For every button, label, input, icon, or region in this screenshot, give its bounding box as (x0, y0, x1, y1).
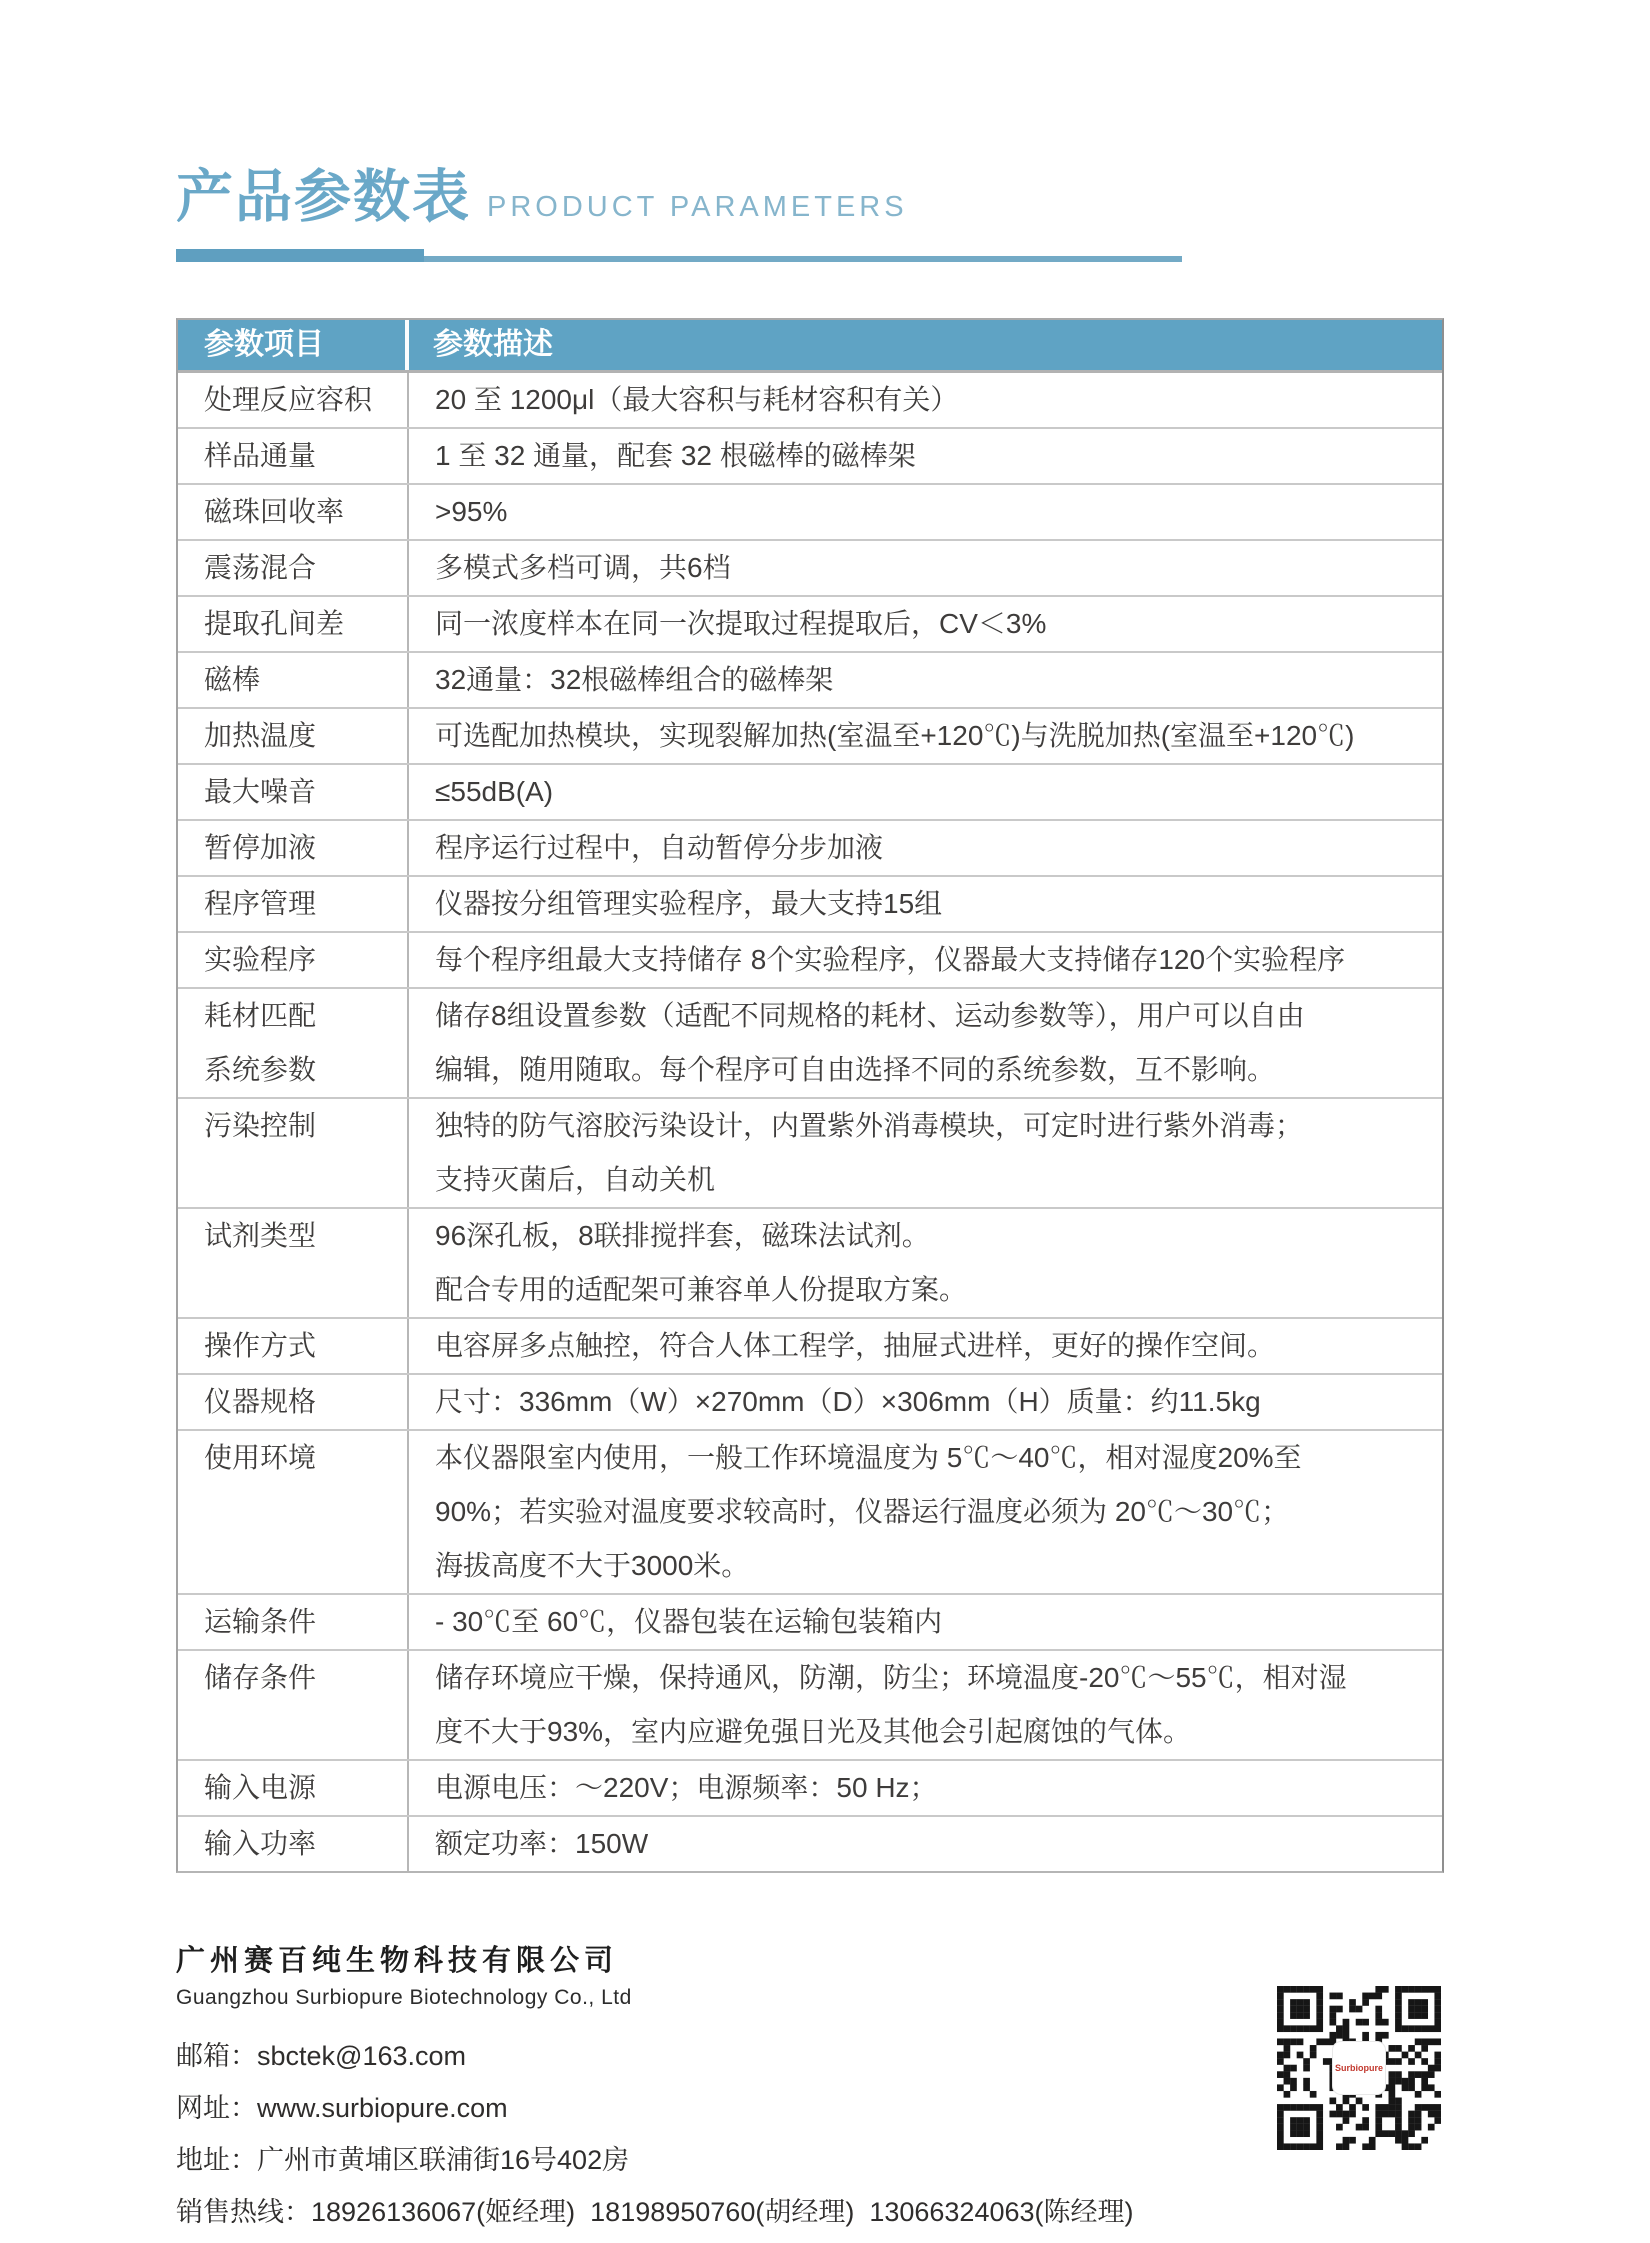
table-row (178, 1761, 1442, 1817)
table-header-row (178, 320, 1442, 373)
cell-line: 电容屏多点触控，符合人体工程学，抽屉式进样，更好的操作空间。 (435, 1330, 1276, 1361)
table-row (178, 877, 1442, 933)
param-value-cell (407, 653, 1442, 707)
page-subtitle: PRODUCT PARAMETERS (487, 191, 908, 223)
param-name-cell (178, 1817, 407, 1871)
parameters-table (176, 318, 1444, 1873)
cell-line: - 30℃至 60℃，仪器包装在运输包装箱内 (435, 1606, 943, 1637)
param-name-cell (178, 877, 407, 931)
table-row (178, 1651, 1442, 1761)
cell-line: 磁珠回收率 (204, 496, 345, 527)
table-row (178, 709, 1442, 765)
param-value-cell (407, 1761, 1442, 1815)
table-row (178, 765, 1442, 821)
param-value-cell (407, 1595, 1442, 1649)
contact-line: 网址：www.surbiopure.com (176, 2093, 508, 2123)
column-header-item: 参数项目 (204, 328, 324, 361)
company-name-zh: 广州赛百纯生物科技有限公司 (176, 1945, 619, 1977)
table-row (178, 1817, 1442, 1871)
param-name-cell (178, 541, 407, 595)
param-value-cell (407, 597, 1442, 651)
cell-line: 仪器按分组管理实验程序，最大支持15组 (435, 888, 943, 919)
table-row (178, 653, 1442, 709)
table-row (178, 1319, 1442, 1375)
param-value-cell (407, 1319, 1442, 1373)
param-value-cell (407, 709, 1442, 763)
cell-line: 暂停加液 (204, 832, 317, 863)
cell-line: 1 至 32 通量，配套 32 根磁棒的磁棒架 (435, 440, 916, 471)
table-row (178, 1431, 1442, 1595)
table-row (178, 597, 1442, 653)
qr-center-logo (1332, 2041, 1386, 2095)
title-underline (176, 249, 1182, 263)
table-row (178, 1375, 1442, 1431)
cell-line: 90%；若实验对温度要求较高时，仪器运行温度必须为 20℃～30℃； (435, 1496, 1290, 1527)
param-value-cell (407, 1651, 1442, 1759)
table-row (178, 485, 1442, 541)
param-value-cell (407, 1209, 1442, 1317)
param-value-cell (407, 1817, 1442, 1871)
cell-line: 支持灭菌后，自动关机 (435, 1164, 716, 1195)
cell-line: 尺寸：336mm（W）×270mm（D）×306mm（H）质量：约11.5kg (435, 1386, 1261, 1417)
cell-line: 配合专用的适配架可兼容单人份提取方案。 (435, 1274, 968, 1305)
cell-line: 独特的防气溶胶污染设计，内置紫外消毒模块，可定时进行紫外消毒； (435, 1110, 1304, 1141)
param-value-cell (407, 821, 1442, 875)
cell-line: 输入电源 (204, 1772, 317, 1803)
cell-line: 储存环境应干燥，保持通风，防潮，防尘；环境温度-20℃～55℃，相对湿 (435, 1662, 1347, 1693)
table-row (178, 541, 1442, 597)
cell-line: 输入功率 (204, 1828, 317, 1859)
param-value-cell (407, 485, 1442, 539)
cell-line: 储存条件 (204, 1662, 317, 1693)
column-header-description: 参数描述 (433, 328, 553, 361)
contact-line: 邮箱：sbctek@163.com (176, 2041, 466, 2071)
qr-logo-text: Surbiopure (1334, 2063, 1383, 2073)
table-row (178, 429, 1442, 485)
cell-line: 操作方式 (204, 1330, 317, 1361)
param-name-cell (178, 1761, 407, 1815)
param-name-cell (178, 429, 407, 483)
param-name-cell (178, 1209, 407, 1317)
param-name-cell (178, 373, 407, 427)
cell-line: 系统参数 (204, 1054, 317, 1085)
cell-line: 使用环境 (204, 1442, 317, 1473)
param-name-cell (178, 653, 407, 707)
table-row (178, 821, 1442, 877)
param-value-cell (407, 1375, 1442, 1429)
cell-line: 试剂类型 (204, 1220, 317, 1251)
cell-line: 污染控制 (204, 1110, 317, 1141)
param-name-cell (178, 1099, 407, 1207)
param-name-cell (178, 1595, 407, 1649)
cell-line: 加热温度 (204, 720, 317, 751)
cell-line: 多模式多档可调，共6档 (435, 552, 731, 583)
cell-line: 度不大于93%，室内应避免强日光及其他会引起腐蚀的气体。 (435, 1716, 1192, 1747)
title-underline-thin (424, 256, 1182, 262)
cell-line: 同一浓度样本在同一次提取过程提取后，CV＜3% (435, 608, 1047, 639)
param-value-cell (407, 373, 1442, 427)
contact-line: 销售热线：18926136067(姬经理) 18198950760(胡经理) 13066324063(陈经理) (176, 2197, 1134, 2227)
title-underline-thick (176, 249, 424, 262)
cell-line: 编辑，随用随取。每个程序可自由选择不同的系统参数，互不影响。 (435, 1054, 1276, 1085)
cell-line: 96深孔板，8联排搅拌套，磁珠法试剂。 (435, 1220, 930, 1251)
cell-line: 20 至 1200μl（最大容积与耗材容积有关） (435, 384, 959, 415)
cell-line: 可选配加热模块，实现裂解加热(室温至+120℃)与洗脱加热(室温至+120℃) (435, 720, 1355, 751)
cell-line: 每个程序组最大支持储存 8个实验程序，仪器最大支持储存120个实验程序 (435, 944, 1346, 975)
cell-line: 震荡混合 (204, 552, 317, 583)
cell-line: >95% (435, 496, 508, 527)
param-name-cell (178, 1651, 407, 1759)
page-title: 产品参数表 (176, 165, 471, 229)
param-value-cell (407, 429, 1442, 483)
cell-line: 实验程序 (204, 944, 317, 975)
cell-line: 储存8组设置参数（适配不同规格的耗材、运动参数等），用户可以自由 (435, 1000, 1305, 1031)
page-header (176, 166, 908, 229)
cell-line: 磁棒 (204, 664, 261, 695)
param-value-cell (407, 1099, 1442, 1207)
table-row (178, 1099, 1442, 1209)
table-row (178, 1595, 1442, 1651)
cell-line: 提取孔间差 (204, 608, 345, 639)
cell-line: 处理反应容积 (204, 384, 373, 415)
table-body (178, 373, 1442, 1871)
cell-line: 耗材匹配 (204, 1000, 317, 1031)
cell-line: 样品通量 (204, 440, 317, 471)
param-name-cell (178, 989, 407, 1097)
param-name-cell (178, 765, 407, 819)
table-row (178, 1209, 1442, 1319)
cell-line: 额定功率：150W (435, 1828, 649, 1859)
param-value-cell (407, 989, 1442, 1097)
cell-line: 32通量：32根磁棒组合的磁棒架 (435, 664, 834, 695)
table-row (178, 373, 1442, 429)
contact-line: 地址：广州市黄埔区联浦街16号402房 (176, 2145, 630, 2175)
table-row (178, 989, 1442, 1099)
contact-block (176, 2030, 1133, 2238)
cell-line: 最大噪音 (204, 776, 317, 807)
cell-line: 运输条件 (204, 1606, 317, 1637)
param-name-cell (178, 597, 407, 651)
table-row (178, 933, 1442, 989)
param-name-cell (178, 485, 407, 539)
param-value-cell (407, 541, 1442, 595)
param-name-cell (178, 1431, 407, 1593)
cell-line: 程序管理 (204, 888, 317, 919)
param-value-cell (407, 765, 1442, 819)
qr-code (1277, 1986, 1441, 2150)
param-name-cell (178, 1319, 407, 1373)
cell-line: 程序运行过程中，自动暂停分步加液 (435, 832, 884, 863)
cell-line: 本仪器限室内使用，一般工作环境温度为 5℃～40℃，相对湿度20%至 (435, 1442, 1302, 1473)
param-name-cell (178, 709, 407, 763)
param-name-cell (178, 933, 407, 987)
param-value-cell (407, 877, 1442, 931)
cell-line: 海拔高度不大于3000米。 (435, 1550, 750, 1581)
company-name-en: Guangzhou Surbiopure Biotechnology Co., Ltd (176, 1986, 632, 2009)
param-name-cell (178, 1375, 407, 1429)
param-name-cell (178, 821, 407, 875)
cell-line: ≤55dB(A) (435, 776, 554, 807)
cell-line: 电源电压：～220V；电源频率：50 Hz； (435, 1772, 938, 1803)
param-value-cell (407, 1431, 1442, 1593)
param-value-cell (407, 933, 1442, 987)
cell-line: 仪器规格 (204, 1386, 317, 1417)
